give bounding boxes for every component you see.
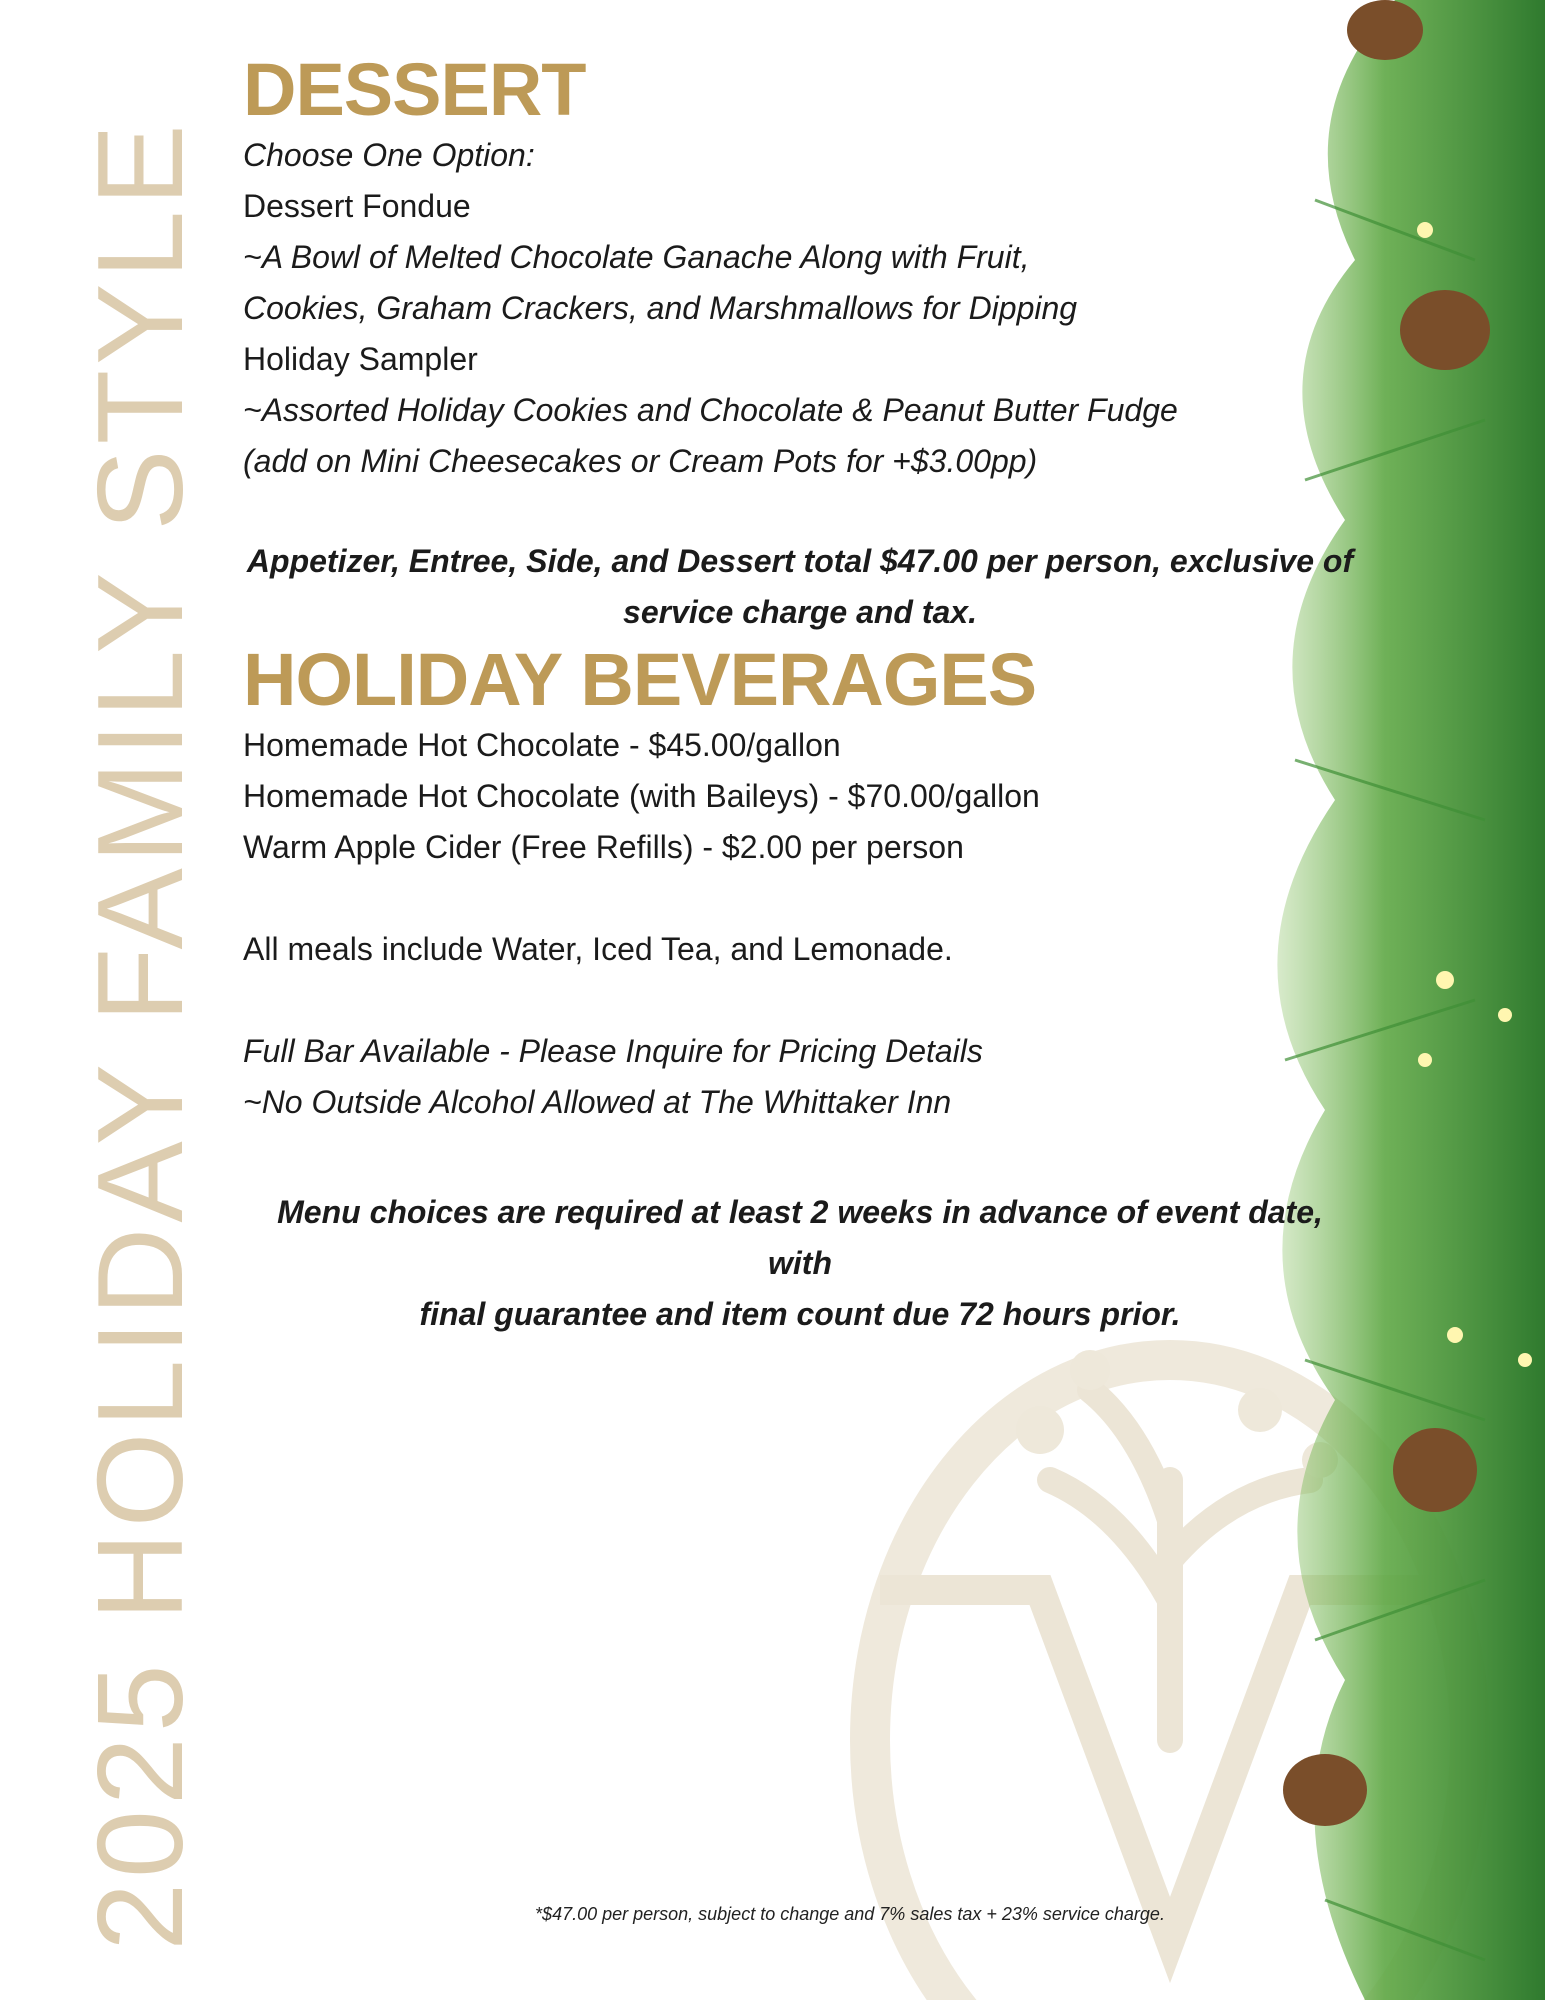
beverages-section: [243, 640, 1363, 1128]
menu-deadline-line1: Menu choices are required at least 2 weeks in advance of event date, with: [277, 1194, 1323, 1281]
dessert-option-name: Dessert Fondue: [243, 188, 471, 224]
bar-note: ~No Outside Alcohol Allowed at The Whittaker Inn: [243, 1084, 952, 1120]
dessert-option-desc: ~Assorted Holiday Cookies and Chocolate & Peanut Butter Fudge: [243, 392, 1178, 428]
menu-deadline-note: [245, 1187, 1355, 1340]
dessert-option-desc: Cookies, Graham Crackers, and Marshmallows for Dipping: [243, 290, 1078, 326]
menu-content: [243, 50, 1363, 487]
dessert-title: DESSERT: [243, 48, 586, 131]
price-footnote: *$47.00 per person, subject to change and 7% sales tax + 23% service charge.: [535, 1904, 1165, 1924]
included-drinks: All meals include Water, Iced Tea, and Lemonade.: [243, 931, 953, 967]
total-price-note: [245, 536, 1355, 638]
bar-note: Full Bar Available - Please Inquire for Pricing Details: [243, 1033, 983, 1069]
menu-deadline-line2: final guarantee and item count due 72 hours prior.: [419, 1296, 1181, 1332]
dessert-option-name: Holiday Sampler: [243, 341, 478, 377]
beverage-item: Homemade Hot Chocolate (with Baileys) - $70.00/gallon: [243, 778, 1040, 814]
total-price-note-line1: Appetizer, Entree, Side, and Dessert total $47.00 per person, exclusive of: [246, 543, 1354, 579]
dessert-intro: Choose One Option:: [243, 137, 535, 173]
beverages-title: HOLIDAY BEVERAGES: [243, 638, 1037, 721]
beverage-item: Homemade Hot Chocolate - $45.00/gallon: [243, 727, 841, 763]
total-price-note-line2: service charge and tax.: [623, 594, 977, 630]
dessert-option-desc: (add on Mini Cheesecakes or Cream Pots for +$3.00pp): [243, 443, 1038, 479]
beverage-item: Warm Apple Cider (Free Refills) - $2.00 per person: [243, 829, 964, 865]
side-title: 2025 HOLIDAY FAMILY STYLE: [72, 119, 208, 1951]
dessert-option-desc: ~A Bowl of Melted Chocolate Ganache Along with Fruit,: [243, 239, 1030, 275]
